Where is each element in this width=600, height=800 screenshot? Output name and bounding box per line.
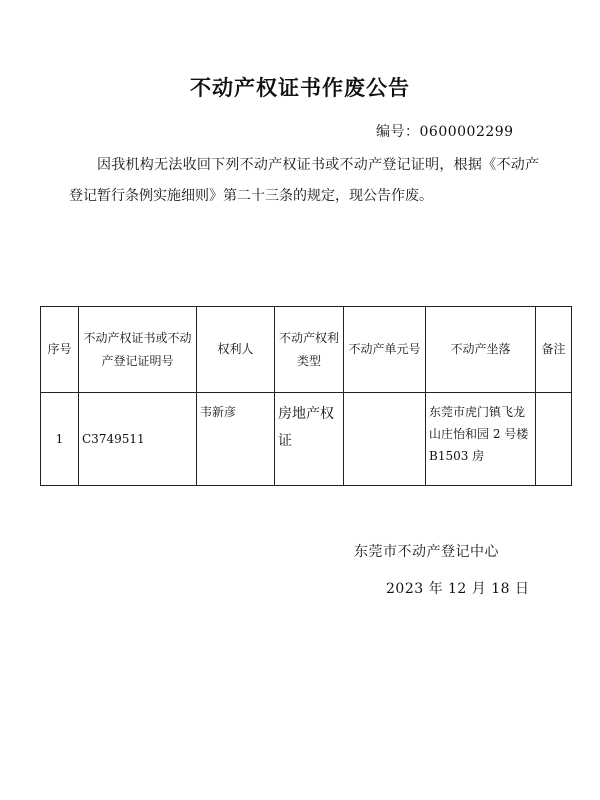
notice-body: 因我机构无法收回下列不动产权证书或不动产登记证明，根据《不动产登记暂行条例实施细则》第二十三条的规定，现公告作废。 [69, 157, 539, 204]
header-index: 序号 [41, 307, 79, 393]
cell-unit-no [344, 393, 426, 486]
void-certificate-table [40, 306, 572, 486]
serial-number-line [376, 121, 514, 141]
header-right-type: 不动产权利类型 [275, 307, 344, 393]
header-remark: 备注 [536, 307, 572, 393]
cell-right-type: 房地产权证 [275, 393, 344, 486]
header-certificate-no: 不动产权证书或不动产登记证明号 [79, 307, 197, 393]
issue-date: 2023 年 12 月 18 日 [386, 581, 530, 597]
notice-title: 不动产权证书作废公告 [190, 75, 410, 100]
cell-remark [536, 393, 572, 486]
serial-number: 0600002299 [419, 124, 514, 140]
cell-index: 1 [41, 393, 79, 486]
serial-label: 编号： [376, 124, 420, 140]
header-holder: 权利人 [197, 307, 275, 393]
table-row [41, 393, 572, 486]
table-header-row [41, 307, 572, 393]
header-location: 不动产坐落 [426, 307, 536, 393]
cell-location: 东莞市虎门镇飞龙山庄怡和园 2 号楼 B1503 房 [426, 393, 536, 486]
cell-certificate-no: C3749511 [79, 393, 197, 486]
header-unit-no: 不动产单元号 [344, 307, 426, 393]
issuing-authority: 东莞市不动产登记中心 [354, 544, 499, 560]
cell-holder: 韦新彦 [197, 393, 275, 486]
